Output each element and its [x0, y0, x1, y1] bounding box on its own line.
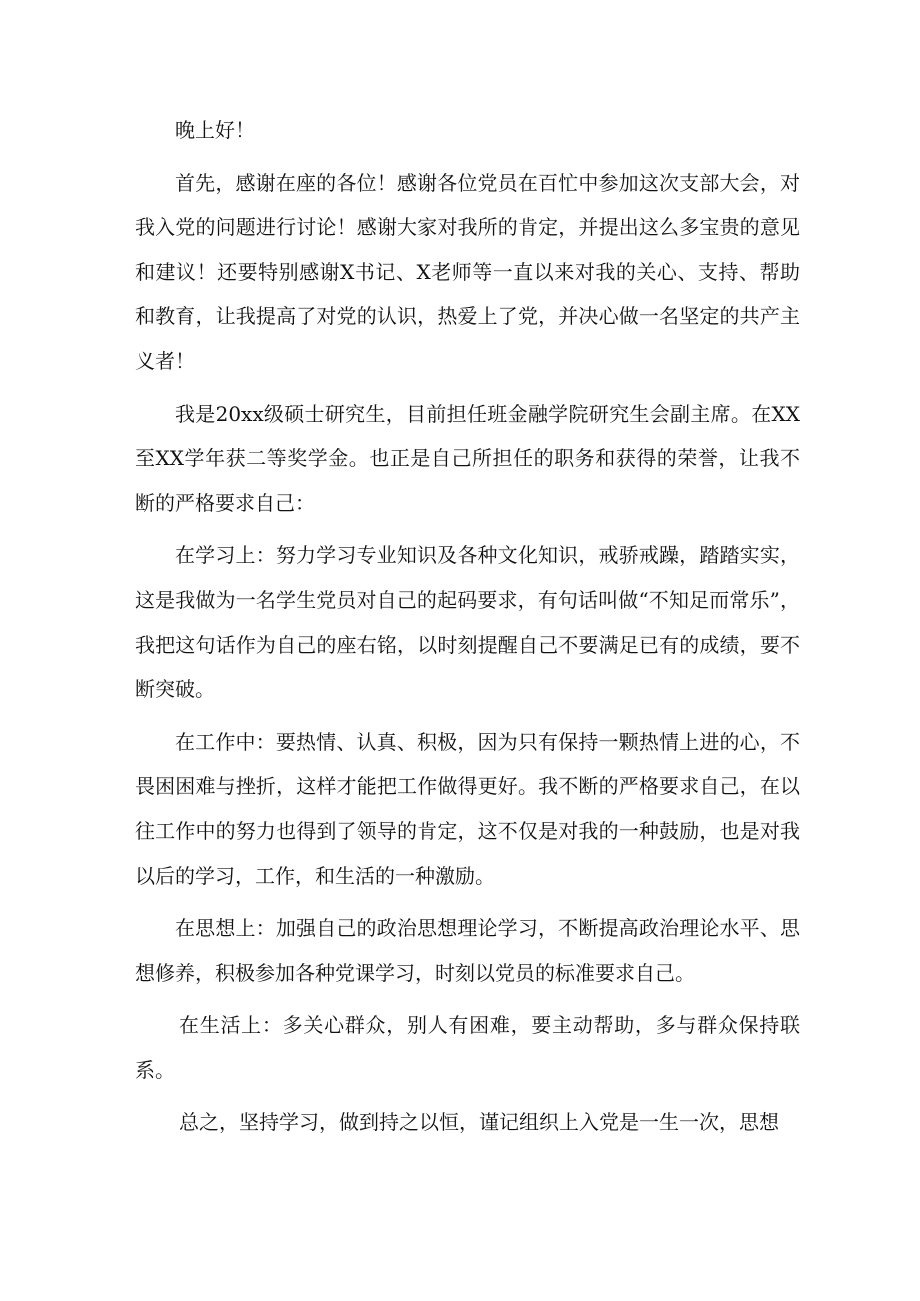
- paragraph-thanks: 首先，感谢在座的各位！感谢各位党员在百忙中参加这次支部大会，对我入党的问题进行讨论！感谢大家对我所的肯定，并提出这么多宝贵的意见和建议！还要特别感谢X书记、X老师等一直以来对我的关心、支持、帮助和教育，让我提高了对党的认识，热爱上了党，并决心做一名坚定的共产主义者！: [135, 170, 800, 373]
- paragraph-greeting: 晚上好！: [175, 118, 255, 142]
- paragraph-life: 在生活上：多关心群众，别人有困难，要主动帮助，多与群众保持联系。: [135, 1013, 800, 1082]
- document-body: [135, 108, 800, 1153]
- paragraph-work: 在工作中：要热情、认真、积极，因为只有保持一颗热情上进的心，不畏困困难与挫折，这样才能把工作做得更好。我不断的严格要求自己，在以往工作中的努力也得到了领导的肯定，这不仅是对我的一种鼓励，也是对我以后的学习，工作，和生活的一种激励。: [135, 729, 800, 888]
- paragraph-study: 在学习上：努力学习专业知识及各种文化知识，戒骄戒躁，踏踏实实，这是我做为一名学生党员对自己的起码要求，有句话叫做“不知足而常乐”，我把这句话作为自己的座右铭，以时刻提醒自己不要满足已有的成绩，要不断突破。: [135, 543, 800, 702]
- paragraph-self-introduction: 我是20xx级硕士研究生，目前担任班金融学院研究生会副主席。在XX至XX学年获二等奖学金。也正是自己所担任的职务和获得的荣誉，让我不断的严格要求自己：: [135, 401, 800, 515]
- paragraph-thought: 在思想上：加强自己的政治思想理论学习，不断提高政治理论水平、思想修养，积极参加各种党课学习，时刻以党员的标准要求自己。: [135, 916, 800, 985]
- paragraph-summary: 总之，坚持学习，做到持之以恒，谨记组织上入党是一生一次，思想: [179, 1110, 779, 1135]
